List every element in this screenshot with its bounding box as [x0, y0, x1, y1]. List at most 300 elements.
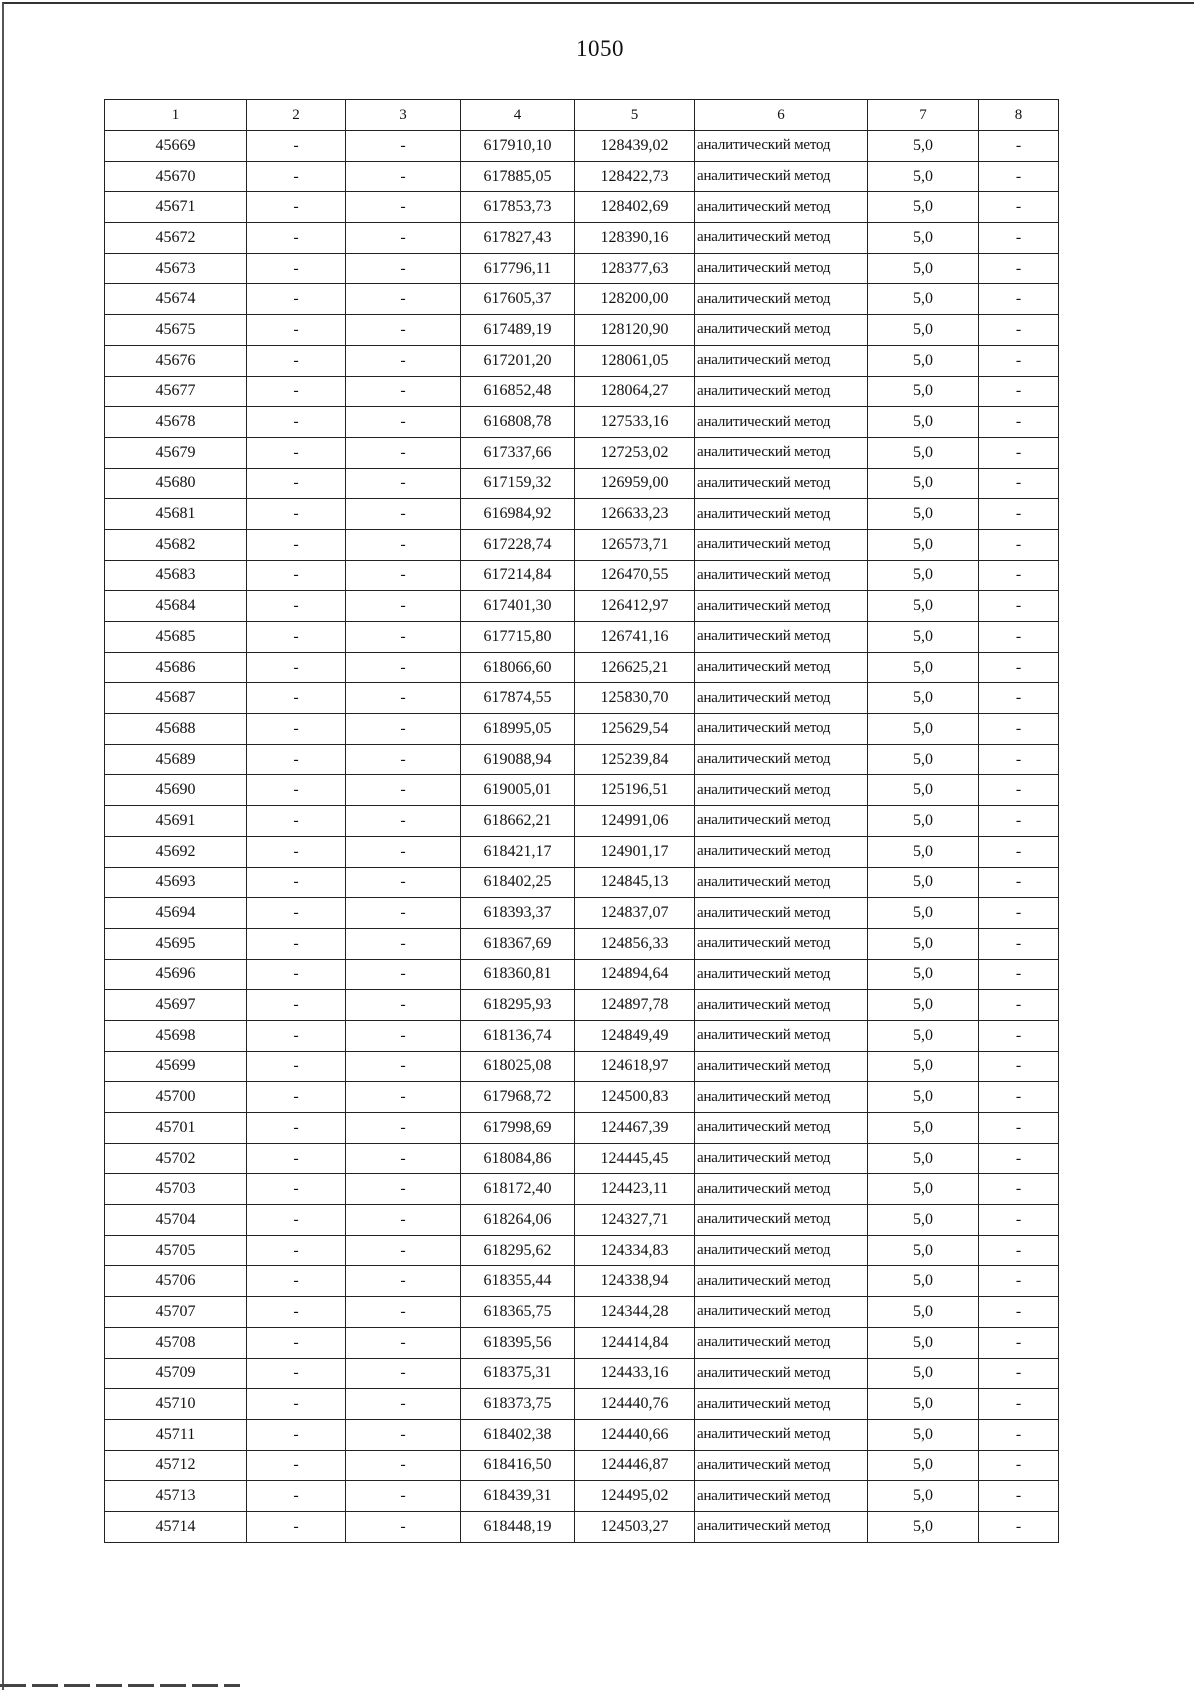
col3-cell: - [346, 1327, 461, 1358]
point-number-cell: 45696 [105, 959, 247, 990]
accuracy-cell: 5,0 [868, 284, 979, 315]
x-coordinate-cell: 619005,01 [461, 775, 575, 806]
accuracy-cell: 5,0 [868, 898, 979, 929]
col3-cell: - [346, 1020, 461, 1051]
col8-cell: - [979, 622, 1059, 653]
y-coordinate-cell: 128422,73 [575, 161, 695, 192]
point-number-cell: 45678 [105, 407, 247, 438]
table-row [105, 131, 1059, 162]
column-header: 4 [461, 100, 575, 131]
table-row [105, 806, 1059, 837]
col8-cell: - [979, 898, 1059, 929]
col3-cell: - [346, 1450, 461, 1481]
point-number-cell: 45682 [105, 529, 247, 560]
accuracy-cell: 5,0 [868, 744, 979, 775]
col8-cell: - [979, 560, 1059, 591]
col2-cell: - [247, 652, 346, 683]
table-row [105, 683, 1059, 714]
table-row [105, 1020, 1059, 1051]
method-cell: аналитический метод [695, 253, 868, 284]
point-number-cell: 45694 [105, 898, 247, 929]
x-coordinate-cell: 618025,08 [461, 1051, 575, 1082]
coordinates-table [104, 99, 1059, 1543]
method-cell: аналитический метод [695, 652, 868, 683]
col2-cell: - [247, 959, 346, 990]
x-coordinate-cell: 618662,21 [461, 806, 575, 837]
point-number-cell: 45676 [105, 345, 247, 376]
accuracy-cell: 5,0 [868, 223, 979, 254]
col2-cell: - [247, 223, 346, 254]
table-row [105, 1450, 1059, 1481]
accuracy-cell: 5,0 [868, 1450, 979, 1481]
col8-cell: - [979, 1450, 1059, 1481]
point-number-cell: 45690 [105, 775, 247, 806]
col8-cell: - [979, 928, 1059, 959]
accuracy-cell: 5,0 [868, 437, 979, 468]
col8-cell: - [979, 284, 1059, 315]
col2-cell: - [247, 1205, 346, 1236]
table-header-row [105, 100, 1059, 131]
y-coordinate-cell: 124414,84 [575, 1327, 695, 1358]
col2-cell: - [247, 1020, 346, 1051]
method-cell: аналитический метод [695, 1481, 868, 1512]
table-row [105, 1051, 1059, 1082]
x-coordinate-cell: 618367,69 [461, 928, 575, 959]
point-number-cell: 45705 [105, 1235, 247, 1266]
scan-edge-marks [0, 1684, 240, 1687]
col8-cell: - [979, 468, 1059, 499]
method-cell: аналитический метод [695, 1235, 868, 1266]
col3-cell: - [346, 775, 461, 806]
y-coordinate-cell: 124894,64 [575, 959, 695, 990]
accuracy-cell: 5,0 [868, 806, 979, 837]
method-cell: аналитический метод [695, 744, 868, 775]
method-cell: аналитический метод [695, 806, 868, 837]
col3-cell: - [346, 1051, 461, 1082]
col2-cell: - [247, 468, 346, 499]
accuracy-cell: 5,0 [868, 468, 979, 499]
table-row [105, 1235, 1059, 1266]
col8-cell: - [979, 1143, 1059, 1174]
accuracy-cell: 5,0 [868, 775, 979, 806]
table-row [105, 161, 1059, 192]
column-header: 1 [105, 100, 247, 131]
table-row [105, 1481, 1059, 1512]
y-coordinate-cell: 124445,45 [575, 1143, 695, 1174]
accuracy-cell: 5,0 [868, 1297, 979, 1328]
method-cell: аналитический метод [695, 1082, 868, 1113]
col3-cell: - [346, 161, 461, 192]
point-number-cell: 45691 [105, 806, 247, 837]
accuracy-cell: 5,0 [868, 1358, 979, 1389]
x-coordinate-cell: 617874,55 [461, 683, 575, 714]
col2-cell: - [247, 376, 346, 407]
x-coordinate-cell: 617998,69 [461, 1113, 575, 1144]
method-cell: аналитический метод [695, 836, 868, 867]
col2-cell: - [247, 407, 346, 438]
method-cell: аналитический метод [695, 345, 868, 376]
accuracy-cell: 5,0 [868, 1235, 979, 1266]
point-number-cell: 45677 [105, 376, 247, 407]
accuracy-cell: 5,0 [868, 1082, 979, 1113]
col2-cell: - [247, 898, 346, 929]
col8-cell: - [979, 529, 1059, 560]
x-coordinate-cell: 617228,74 [461, 529, 575, 560]
col2-cell: - [247, 437, 346, 468]
method-cell: аналитический метод [695, 1113, 868, 1144]
col8-cell: - [979, 652, 1059, 683]
y-coordinate-cell: 126470,55 [575, 560, 695, 591]
table-row [105, 744, 1059, 775]
col3-cell: - [346, 1113, 461, 1144]
point-number-cell: 45699 [105, 1051, 247, 1082]
col2-cell: - [247, 560, 346, 591]
col3-cell: - [346, 223, 461, 254]
x-coordinate-cell: 618416,50 [461, 1450, 575, 1481]
x-coordinate-cell: 619088,94 [461, 744, 575, 775]
x-coordinate-cell: 618373,75 [461, 1389, 575, 1420]
col2-cell: - [247, 1266, 346, 1297]
column-header: 2 [247, 100, 346, 131]
col8-cell: - [979, 959, 1059, 990]
x-coordinate-cell: 617968,72 [461, 1082, 575, 1113]
y-coordinate-cell: 127533,16 [575, 407, 695, 438]
col2-cell: - [247, 990, 346, 1021]
method-cell: аналитический метод [695, 990, 868, 1021]
accuracy-cell: 5,0 [868, 1205, 979, 1236]
y-coordinate-cell: 125196,51 [575, 775, 695, 806]
method-cell: аналитический метод [695, 499, 868, 530]
accuracy-cell: 5,0 [868, 407, 979, 438]
col2-cell: - [247, 1327, 346, 1358]
x-coordinate-cell: 617489,19 [461, 315, 575, 346]
table-row [105, 591, 1059, 622]
y-coordinate-cell: 124446,87 [575, 1450, 695, 1481]
col3-cell: - [346, 1481, 461, 1512]
col2-cell: - [247, 1450, 346, 1481]
table-row [105, 928, 1059, 959]
y-coordinate-cell: 124856,33 [575, 928, 695, 959]
x-coordinate-cell: 617214,84 [461, 560, 575, 591]
col2-cell: - [247, 1389, 346, 1420]
method-cell: аналитический метод [695, 1297, 868, 1328]
y-coordinate-cell: 128061,05 [575, 345, 695, 376]
col3-cell: - [346, 1143, 461, 1174]
col3-cell: - [346, 345, 461, 376]
method-cell: аналитический метод [695, 1419, 868, 1450]
method-cell: аналитический метод [695, 1051, 868, 1082]
point-number-cell: 45710 [105, 1389, 247, 1420]
col2-cell: - [247, 1419, 346, 1450]
method-cell: аналитический метод [695, 775, 868, 806]
y-coordinate-cell: 128200,00 [575, 284, 695, 315]
col8-cell: - [979, 161, 1059, 192]
col2-cell: - [247, 928, 346, 959]
col3-cell: - [346, 1297, 461, 1328]
accuracy-cell: 5,0 [868, 1113, 979, 1144]
col3-cell: - [346, 131, 461, 162]
table-row [105, 836, 1059, 867]
table-row [105, 898, 1059, 929]
method-cell: аналитический метод [695, 376, 868, 407]
method-cell: аналитический метод [695, 683, 868, 714]
col3-cell: - [346, 1205, 461, 1236]
col3-cell: - [346, 959, 461, 990]
y-coordinate-cell: 126633,23 [575, 499, 695, 530]
x-coordinate-cell: 618360,81 [461, 959, 575, 990]
table-row [105, 345, 1059, 376]
col3-cell: - [346, 898, 461, 929]
col8-cell: - [979, 345, 1059, 376]
col8-cell: - [979, 1020, 1059, 1051]
x-coordinate-cell: 617201,20 [461, 345, 575, 376]
col3-cell: - [346, 714, 461, 745]
method-cell: аналитический метод [695, 315, 868, 346]
col2-cell: - [247, 1051, 346, 1082]
y-coordinate-cell: 126625,21 [575, 652, 695, 683]
col8-cell: - [979, 1174, 1059, 1205]
col3-cell: - [346, 284, 461, 315]
x-coordinate-cell: 618448,19 [461, 1511, 575, 1542]
point-number-cell: 45704 [105, 1205, 247, 1236]
method-cell: аналитический метод [695, 1511, 868, 1542]
x-coordinate-cell: 618295,62 [461, 1235, 575, 1266]
col2-cell: - [247, 315, 346, 346]
accuracy-cell: 5,0 [868, 1511, 979, 1542]
y-coordinate-cell: 128390,16 [575, 223, 695, 254]
y-coordinate-cell: 124334,83 [575, 1235, 695, 1266]
col2-cell: - [247, 836, 346, 867]
x-coordinate-cell: 617910,10 [461, 131, 575, 162]
x-coordinate-cell: 618439,31 [461, 1481, 575, 1512]
x-coordinate-cell: 618402,25 [461, 867, 575, 898]
point-number-cell: 45675 [105, 315, 247, 346]
table-row [105, 1297, 1059, 1328]
col2-cell: - [247, 1113, 346, 1144]
col3-cell: - [346, 1082, 461, 1113]
table-row [105, 622, 1059, 653]
point-number-cell: 45685 [105, 622, 247, 653]
y-coordinate-cell: 124423,11 [575, 1174, 695, 1205]
col8-cell: - [979, 714, 1059, 745]
col2-cell: - [247, 1082, 346, 1113]
point-number-cell: 45673 [105, 253, 247, 284]
point-number-cell: 45706 [105, 1266, 247, 1297]
method-cell: аналитический метод [695, 959, 868, 990]
col8-cell: - [979, 192, 1059, 223]
col8-cell: - [979, 1419, 1059, 1450]
col8-cell: - [979, 1358, 1059, 1389]
col3-cell: - [346, 1358, 461, 1389]
col3-cell: - [346, 253, 461, 284]
y-coordinate-cell: 124338,94 [575, 1266, 695, 1297]
x-coordinate-cell: 618365,75 [461, 1297, 575, 1328]
point-number-cell: 45713 [105, 1481, 247, 1512]
accuracy-cell: 5,0 [868, 1143, 979, 1174]
accuracy-cell: 5,0 [868, 560, 979, 591]
method-cell: аналитический метод [695, 1143, 868, 1174]
accuracy-cell: 5,0 [868, 836, 979, 867]
point-number-cell: 45680 [105, 468, 247, 499]
page-number: 1050 [576, 36, 624, 61]
col8-cell: - [979, 683, 1059, 714]
method-cell: аналитический метод [695, 591, 868, 622]
column-header: 5 [575, 100, 695, 131]
col2-cell: - [247, 1358, 346, 1389]
accuracy-cell: 5,0 [868, 345, 979, 376]
point-number-cell: 45700 [105, 1082, 247, 1113]
y-coordinate-cell: 124440,66 [575, 1419, 695, 1450]
table-row [105, 529, 1059, 560]
method-cell: аналитический метод [695, 223, 868, 254]
table-row [105, 652, 1059, 683]
x-coordinate-cell: 617715,80 [461, 622, 575, 653]
point-number-cell: 45698 [105, 1020, 247, 1051]
point-number-cell: 45701 [105, 1113, 247, 1144]
method-cell: аналитический метод [695, 898, 868, 929]
y-coordinate-cell: 128377,63 [575, 253, 695, 284]
point-number-cell: 45686 [105, 652, 247, 683]
col8-cell: - [979, 806, 1059, 837]
y-coordinate-cell: 124495,02 [575, 1481, 695, 1512]
col2-cell: - [247, 806, 346, 837]
x-coordinate-cell: 617159,32 [461, 468, 575, 499]
col3-cell: - [346, 1419, 461, 1450]
method-cell: аналитический метод [695, 1266, 868, 1297]
x-coordinate-cell: 618375,31 [461, 1358, 575, 1389]
col8-cell: - [979, 376, 1059, 407]
y-coordinate-cell: 126412,97 [575, 591, 695, 622]
col8-cell: - [979, 437, 1059, 468]
x-coordinate-cell: 617885,05 [461, 161, 575, 192]
col3-cell: - [346, 928, 461, 959]
y-coordinate-cell: 126959,00 [575, 468, 695, 499]
point-number-cell: 45703 [105, 1174, 247, 1205]
accuracy-cell: 5,0 [868, 253, 979, 284]
method-cell: аналитический метод [695, 1174, 868, 1205]
y-coordinate-cell: 126573,71 [575, 529, 695, 560]
table-row [105, 1358, 1059, 1389]
column-header: 7 [868, 100, 979, 131]
col2-cell: - [247, 161, 346, 192]
col8-cell: - [979, 1481, 1059, 1512]
col3-cell: - [346, 683, 461, 714]
accuracy-cell: 5,0 [868, 928, 979, 959]
accuracy-cell: 5,0 [868, 591, 979, 622]
x-coordinate-cell: 616852,48 [461, 376, 575, 407]
col2-cell: - [247, 744, 346, 775]
x-coordinate-cell: 618995,05 [461, 714, 575, 745]
col2-cell: - [247, 591, 346, 622]
col2-cell: - [247, 622, 346, 653]
point-number-cell: 45684 [105, 591, 247, 622]
table-row [105, 468, 1059, 499]
accuracy-cell: 5,0 [868, 622, 979, 653]
accuracy-cell: 5,0 [868, 376, 979, 407]
col8-cell: - [979, 867, 1059, 898]
y-coordinate-cell: 125629,54 [575, 714, 695, 745]
col8-cell: - [979, 1327, 1059, 1358]
table-row [105, 867, 1059, 898]
col3-cell: - [346, 1266, 461, 1297]
method-cell: аналитический метод [695, 131, 868, 162]
x-coordinate-cell: 618421,17 [461, 836, 575, 867]
col3-cell: - [346, 867, 461, 898]
col3-cell: - [346, 1235, 461, 1266]
point-number-cell: 45681 [105, 499, 247, 530]
col8-cell: - [979, 1266, 1059, 1297]
y-coordinate-cell: 124344,28 [575, 1297, 695, 1328]
col8-cell: - [979, 990, 1059, 1021]
col3-cell: - [346, 1389, 461, 1420]
col8-cell: - [979, 1051, 1059, 1082]
col8-cell: - [979, 1205, 1059, 1236]
col8-cell: - [979, 1082, 1059, 1113]
col8-cell: - [979, 591, 1059, 622]
x-coordinate-cell: 618172,40 [461, 1174, 575, 1205]
accuracy-cell: 5,0 [868, 1419, 979, 1450]
point-number-cell: 45679 [105, 437, 247, 468]
point-number-cell: 45709 [105, 1358, 247, 1389]
col3-cell: - [346, 407, 461, 438]
point-number-cell: 45683 [105, 560, 247, 591]
method-cell: аналитический метод [695, 284, 868, 315]
y-coordinate-cell: 124897,78 [575, 990, 695, 1021]
col2-cell: - [247, 253, 346, 284]
x-coordinate-cell: 617401,30 [461, 591, 575, 622]
accuracy-cell: 5,0 [868, 990, 979, 1021]
y-coordinate-cell: 128064,27 [575, 376, 695, 407]
table-row [105, 376, 1059, 407]
col8-cell: - [979, 1113, 1059, 1144]
table-row [105, 1389, 1059, 1420]
accuracy-cell: 5,0 [868, 499, 979, 530]
method-cell: аналитический метод [695, 1450, 868, 1481]
x-coordinate-cell: 618295,93 [461, 990, 575, 1021]
y-coordinate-cell: 128120,90 [575, 315, 695, 346]
accuracy-cell: 5,0 [868, 652, 979, 683]
col2-cell: - [247, 775, 346, 806]
method-cell: аналитический метод [695, 437, 868, 468]
col8-cell: - [979, 775, 1059, 806]
method-cell: аналитический метод [695, 622, 868, 653]
table-row [105, 1174, 1059, 1205]
table-row [105, 1113, 1059, 1144]
method-cell: аналитический метод [695, 1327, 868, 1358]
y-coordinate-cell: 124901,17 [575, 836, 695, 867]
table-body [105, 131, 1059, 1543]
accuracy-cell: 5,0 [868, 1327, 979, 1358]
table-row [105, 1419, 1059, 1450]
col3-cell: - [346, 806, 461, 837]
col3-cell: - [346, 744, 461, 775]
method-cell: аналитический метод [695, 1205, 868, 1236]
point-number-cell: 45688 [105, 714, 247, 745]
x-coordinate-cell: 617605,37 [461, 284, 575, 315]
x-coordinate-cell: 616808,78 [461, 407, 575, 438]
y-coordinate-cell: 126741,16 [575, 622, 695, 653]
point-number-cell: 45695 [105, 928, 247, 959]
col3-cell: - [346, 315, 461, 346]
col8-cell: - [979, 744, 1059, 775]
accuracy-cell: 5,0 [868, 959, 979, 990]
col2-cell: - [247, 1481, 346, 1512]
y-coordinate-cell: 124440,76 [575, 1389, 695, 1420]
x-coordinate-cell: 617827,43 [461, 223, 575, 254]
accuracy-cell: 5,0 [868, 1389, 979, 1420]
col2-cell: - [247, 714, 346, 745]
col3-cell: - [346, 652, 461, 683]
